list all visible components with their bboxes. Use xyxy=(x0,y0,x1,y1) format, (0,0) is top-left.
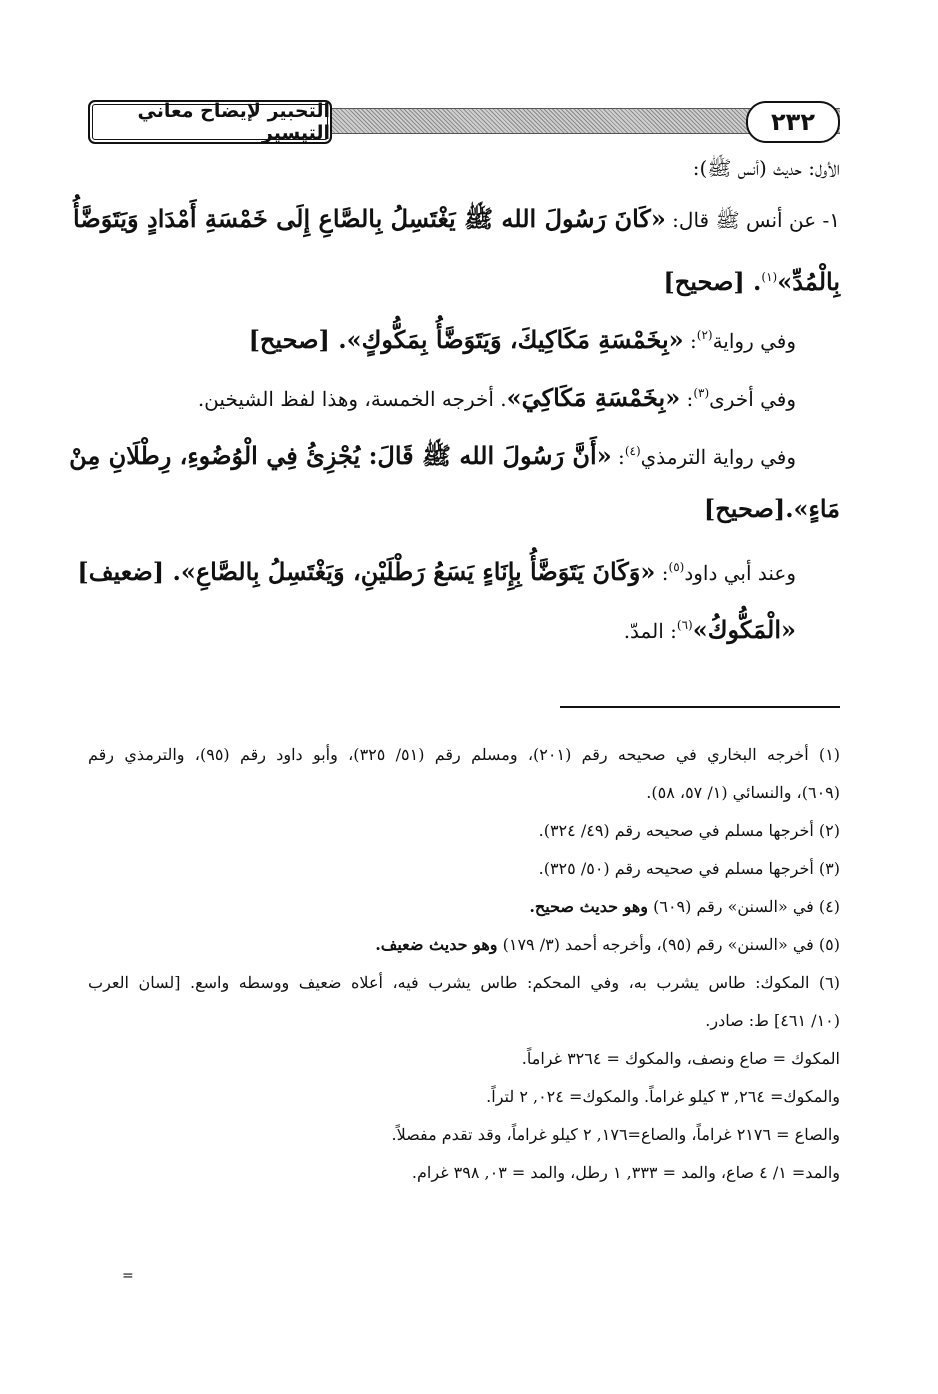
footnote-4-verdict: وهو حديث صحيح. xyxy=(529,897,649,916)
footnote-5: (٥) في «السنن» رقم (٩٥)، وأخرجه أحمد (٣/ ١٧٩) وهو حديث ضعيف. xyxy=(375,935,840,954)
running-title xyxy=(88,100,332,144)
hadith-1-intro: ١- عن أنس ﷺ قال: xyxy=(665,208,840,232)
footnote-6-line-2: (١٠/ ٤٦١] ط: صادر. xyxy=(705,1011,840,1030)
page-header xyxy=(88,100,840,146)
footnote-6-line-5: والصاع = ٢١٧٦ غراماً، والصاع=١٧٦, ٢ كيلو غراماً، وقد تقدم مفصلاً. xyxy=(391,1125,840,1144)
footnote-5-verdict: وهو حديث ضعيف. xyxy=(375,935,498,954)
footnote-ref-3: (٣) xyxy=(693,386,710,400)
footnote-ref-6: (٦) xyxy=(676,618,693,632)
hadith-1-quote: «كَانَ رَسُولَ الله ﷺ يَغْتَسِلُ بِالصَّاعِ إِلَى خَمْسَةِ أَمْدَادٍ وَيَتَوَضَّأُ xyxy=(73,204,666,233)
footnote-1-line-1: (١) أخرجه البخاري في صحيحه رقم (٢٠١)، ومسلم رقم (٥١/ ٣٢٥)، وأبو داود رقم (٩٥)، والترمذي رقم xyxy=(88,745,841,764)
page-number-badge xyxy=(746,101,840,143)
hadith-1-quote-end: بِالْمُدِّ» xyxy=(777,267,840,296)
gloss-word: «الْمَكُّوكُ» xyxy=(692,615,796,644)
footnote-ref-1: (١) xyxy=(761,270,778,284)
footnote-ref-4: (٤) xyxy=(624,444,641,458)
riwaya-2-quote: «بِخَمْسَةِ مَكَاكِيكَ، وَيَتَوَضَّأُ بِمَكُّوكٍ». [صحيح] xyxy=(248,325,684,354)
riwaya-4-line-1: وفي رواية الترمذي$^{(٤)}$: «أَنَّ رَسُولَ الله ﷺ قَالَ: يُجْزِئُ فِي الْوُضُوءِ، رِطْلَانِ مِنْ xyxy=(69,441,796,470)
footnote-6-line-6: والمد= ١/ ٤ صاع، والمد = ٣٣٣, ١ رطل، والمد = ٠٣, ٣٩٨ غرام. xyxy=(411,1163,840,1182)
grade-label: . [صحيح] xyxy=(663,267,762,296)
footnote-6-line-3: المكوك = صاع ونصف، والمكوك = ٣٢٦٤ غراماً. xyxy=(521,1049,840,1068)
gloss-line xyxy=(88,596,840,654)
riwaya-3-quote: «بِخَمْسَةِ مَكَاكِيَ» xyxy=(506,383,681,412)
footnote-ref-5: (٥) xyxy=(668,560,685,574)
gloss-meaning: : المدّ. xyxy=(623,619,677,643)
footnote-3: (٣) أخرجها مسلم في صحيحه رقم (٥٠/ ٣٢٥). xyxy=(538,859,840,878)
footnote-6-line-4: والمكوك= ٢٦٤, ٣ كيلو غراماً. والمكوك= ٠٢٤, ٢ لتراً. xyxy=(486,1087,840,1106)
footnote-separator xyxy=(560,706,840,708)
hadith-1-line-2 xyxy=(88,248,840,306)
footnote-6-line-1: (٦) المكوك: طاس يشرب به، وفي المحكم: طاس يشرب فيه، أعلاه ضعيف ووسطه واسع. [لسان العرب xyxy=(88,973,840,992)
riwaya-4-quote: «أَنَّ رَسُولَ الله ﷺ قَالَ: يُجْزِئُ فِي الْوُضُوءِ، رِطْلَانِ مِنْ xyxy=(69,441,612,470)
footnote-2: (٢) أخرجها مسلم في صحيحه رقم (٤٩/ ٣٢٤). xyxy=(538,821,840,840)
section-heading: الأول: حديث (أنس ﷺ): xyxy=(692,156,840,180)
page-number: ٢٣٢ xyxy=(771,108,815,136)
footnote-4: (٤) في «السنن» رقم (٦٠٩) وهو حديث صحيح. xyxy=(529,897,840,916)
footnote-1-line-2: (٦٠٩)، والنسائي (١/ ٥٧، ٥٨). xyxy=(646,783,840,802)
riwaya-4-line-2: مَاءٍ».[صحيح] xyxy=(703,494,840,523)
footnote-ref-2: (٢) xyxy=(696,328,713,342)
continuation-mark: = xyxy=(122,1268,134,1284)
riwaya-3: وفي أخرى$^{(٣)}$: «بِخَمْسَةِ مَكَاكِيَ». أخرجه الخمسة، وهذا لفظ الشيخين. xyxy=(197,383,796,412)
footnotes xyxy=(88,736,840,1192)
riwaya-5: وعند أبي داود$^{(٥)}$: «وَكَانَ يَتَوَضَّأُ بِإِنَاءٍ يَسَعُ رَطْلَيْنِ، وَيَغْتَسِلُ بِالصَّاعِ». [ضعيف] xyxy=(77,557,796,586)
riwaya-5-quote: «وَكَانَ يَتَوَضَّأُ بِإِنَاءٍ يَسَعُ رَطْلَيْنِ، وَيَغْتَسِلُ بِالصَّاعِ» xyxy=(180,557,656,586)
running-title-text: التحبير لإيضاح معاني التيسير xyxy=(137,100,330,144)
riwaya-2: وفي رواية$^{(٢)}$: «بِخَمْسَةِ مَكَاكِيكَ، وَيَتَوَضَّأُ بِمَكُّوكٍ». [صحيح] xyxy=(248,325,796,354)
main-text xyxy=(69,146,840,654)
hadith-1-line-1 xyxy=(73,190,840,248)
